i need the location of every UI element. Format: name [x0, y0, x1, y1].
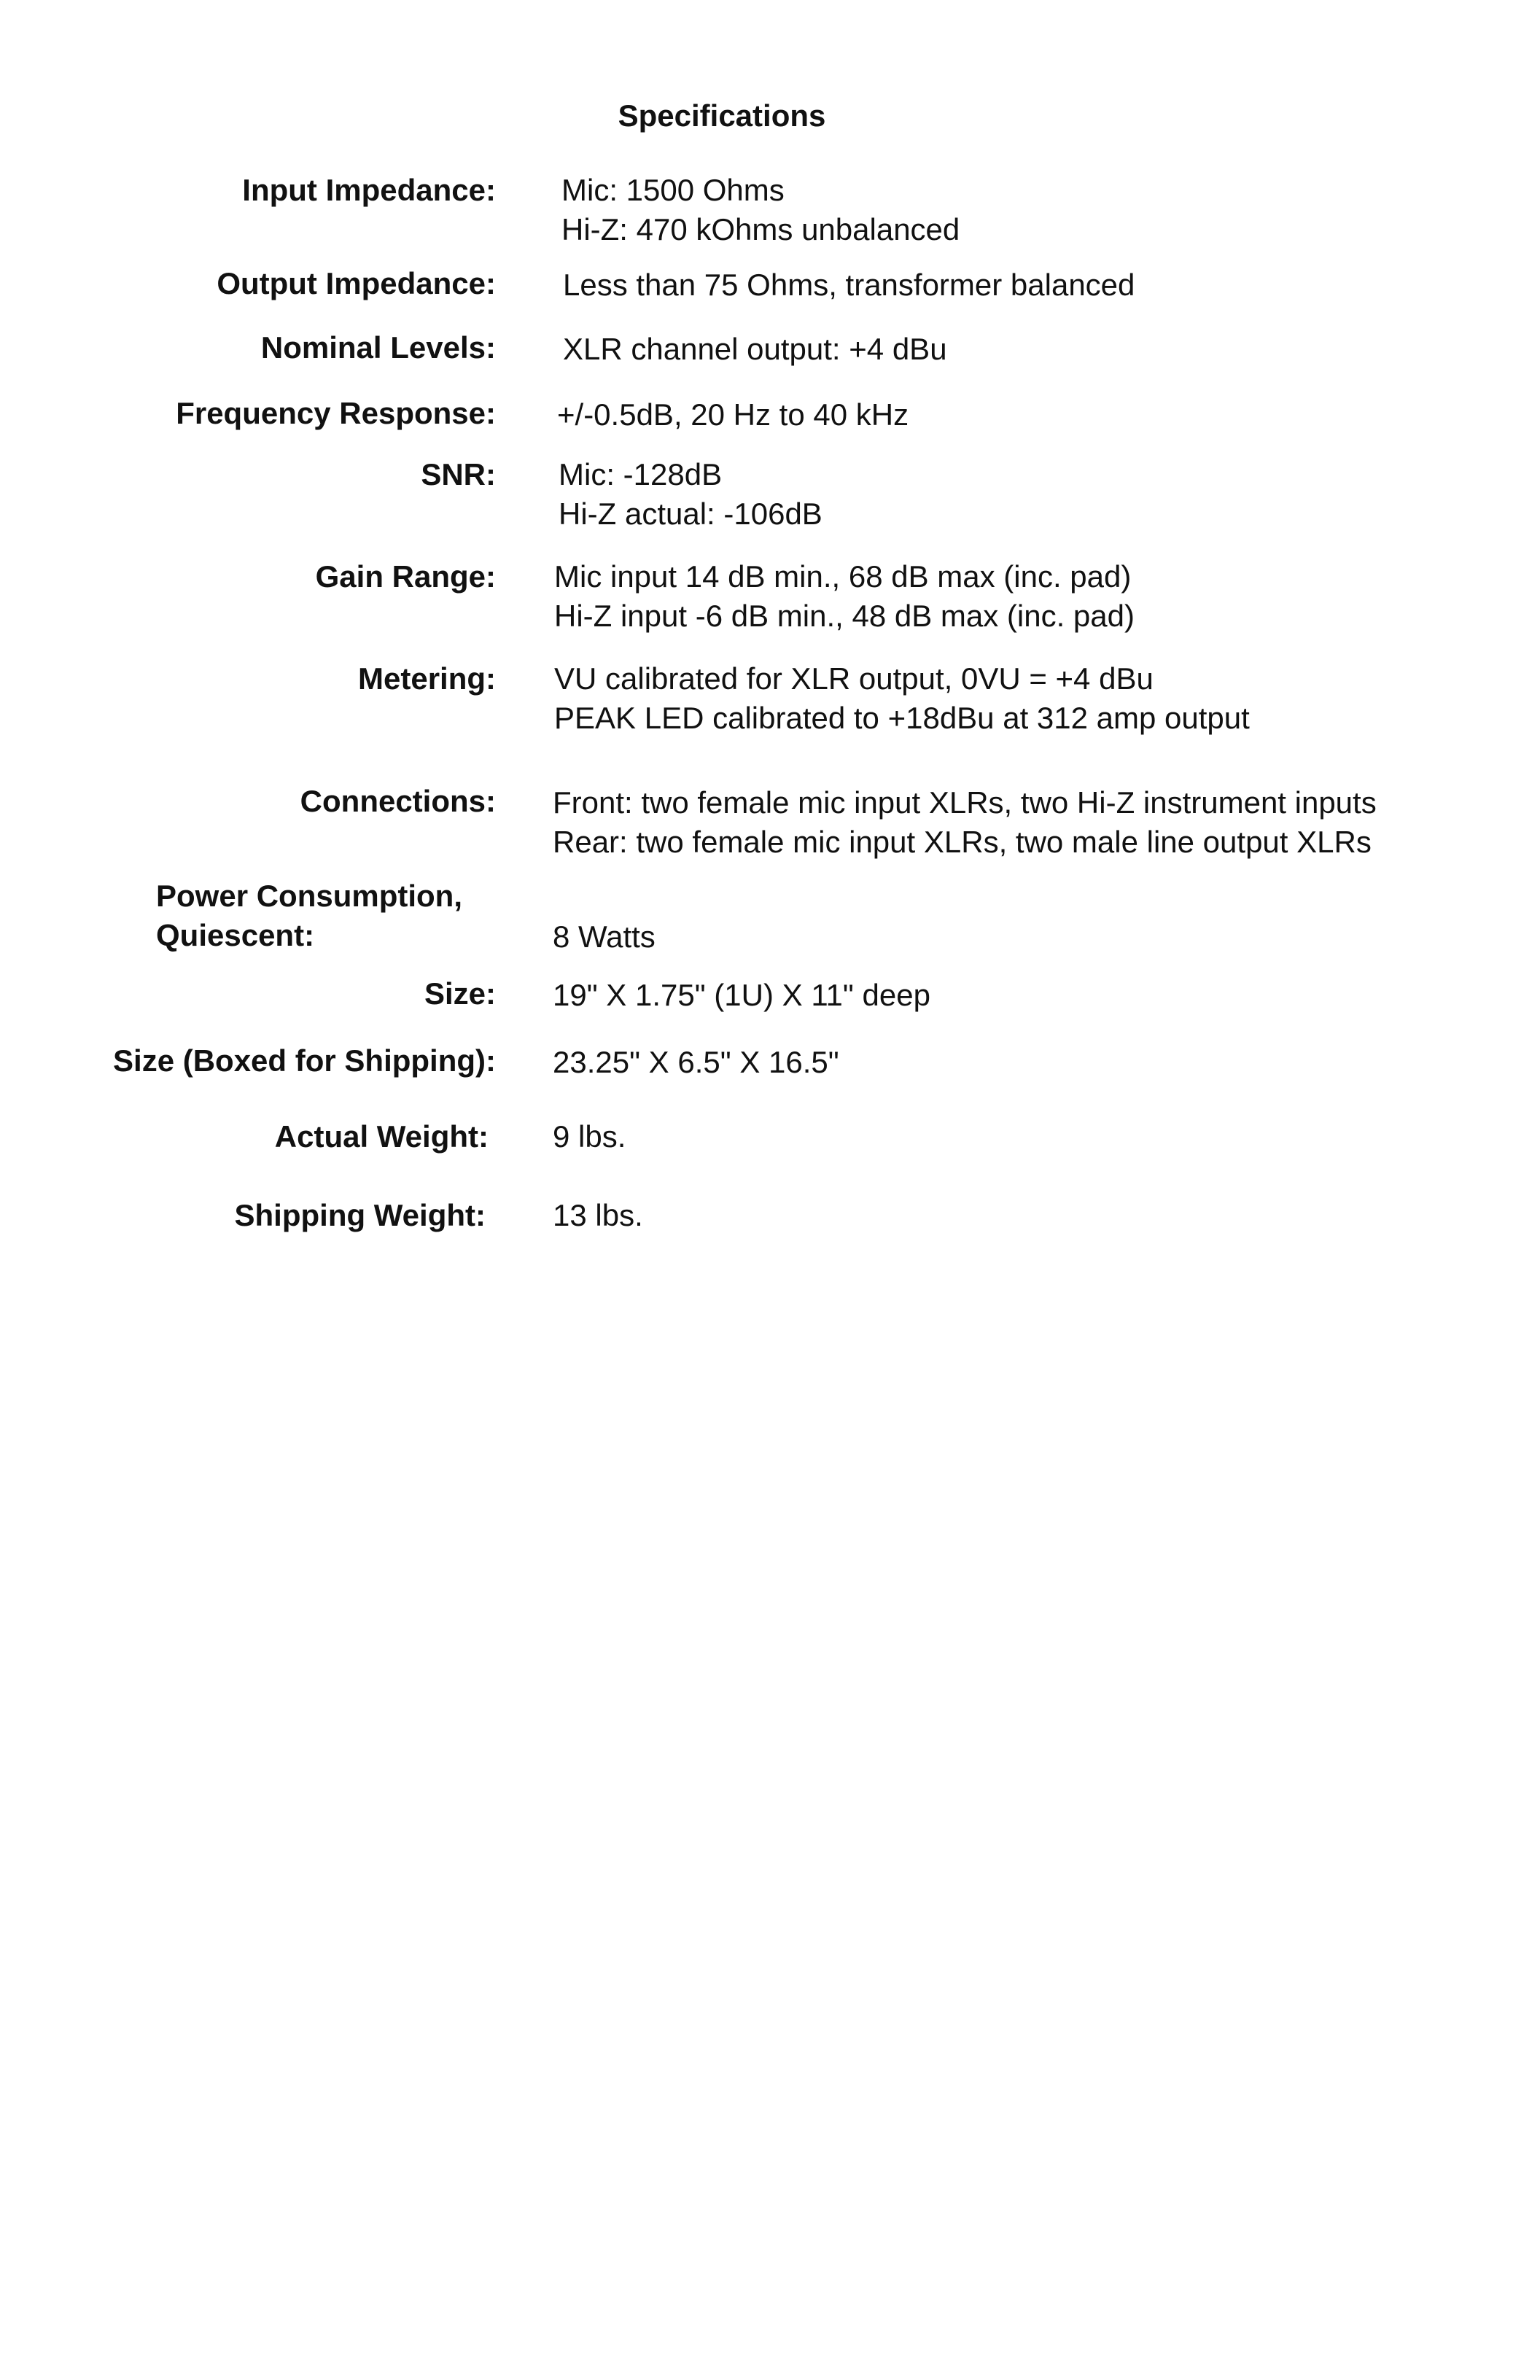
- spec-value-actual-weight: [553, 1117, 626, 1156]
- spec-value-line: 9 lbs.: [553, 1119, 626, 1154]
- spec-value-line: +/-0.5dB, 20 Hz to 40 kHz: [557, 397, 909, 432]
- spec-value-line: Less than 75 Ohms, transformer balanced: [563, 268, 1135, 302]
- spec-value-power-consumption: [553, 917, 656, 957]
- spec-value-metering: [554, 659, 1250, 738]
- spec-value-line: PEAK LED calibrated to +18dBu at 312 amp output: [554, 701, 1250, 735]
- spec-value-line: Front: two female mic input XLRs, two Hi-Z instrument inputs: [553, 785, 1377, 820]
- spec-label-size: Size:: [424, 976, 496, 1011]
- spec-label-snr: SNR:: [421, 457, 496, 491]
- spec-value-line: VU calibrated for XLR output, 0VU = +4 dBu: [554, 661, 1154, 696]
- spec-value-input-impedance: [561, 171, 960, 249]
- spec-value-line: Mic input 14 dB min., 68 dB max (inc. pad): [554, 559, 1132, 594]
- spec-label-shipping-weight: Shipping Weight:: [234, 1198, 486, 1232]
- spec-label-metering: Metering:: [358, 661, 496, 696]
- spec-value-line: 8 Watts: [553, 919, 656, 954]
- spec-label-gain-range: Gain Range:: [315, 559, 496, 594]
- spec-value-line: Mic: -128dB: [559, 457, 723, 491]
- spec-label-power-consumption: [156, 876, 462, 955]
- spec-label-nominal-levels: Nominal Levels:: [260, 330, 496, 365]
- page-title: Specifications: [618, 98, 826, 133]
- spec-value-line: 13 lbs.: [553, 1198, 643, 1232]
- spec-label-input-impedance: Input Impedance:: [242, 173, 496, 207]
- spec-value-shipping-weight: [553, 1196, 643, 1235]
- spec-value-line: XLR channel output: +4 dBu: [563, 332, 947, 366]
- spec-label-frequency-response: Frequency Response:: [176, 396, 496, 430]
- spec-value-line: 19" X 1.75" (1U) X 11" deep: [553, 978, 930, 1012]
- spec-value-line: Hi-Z actual: -106dB: [559, 497, 822, 531]
- spec-label-size-boxed: Size (Boxed for Shipping):: [113, 1043, 496, 1078]
- spec-value-line: Mic: 1500 Ohms: [561, 173, 785, 207]
- spec-label-connections: Connections:: [300, 784, 496, 818]
- spec-value-line: Rear: two female mic input XLRs, two male line output XLRs: [553, 825, 1372, 859]
- spec-value-line: Hi-Z: 470 kOhms unbalanced: [561, 212, 960, 246]
- spec-value-connections: [553, 783, 1377, 862]
- spec-value-output-impedance: [563, 265, 1135, 305]
- spec-label-line: Quiescent:: [156, 918, 315, 952]
- spec-value-frequency-response: [557, 395, 909, 435]
- spec-value-size: [553, 976, 930, 1015]
- spec-value-nominal-levels: [563, 330, 947, 369]
- spec-value-size-boxed: [553, 1043, 839, 1082]
- spec-value-line: 23.25" X 6.5" X 16.5": [553, 1045, 839, 1079]
- spec-label-line: Power Consumption,: [156, 879, 462, 913]
- spec-label-output-impedance: Output Impedance:: [217, 266, 496, 300]
- spec-value-line: Hi-Z input -6 dB min., 48 dB max (inc. pad): [554, 599, 1135, 633]
- spec-value-snr: [559, 455, 822, 534]
- spec-label-actual-weight: Actual Weight:: [274, 1119, 489, 1154]
- spec-value-gain-range: [554, 557, 1135, 636]
